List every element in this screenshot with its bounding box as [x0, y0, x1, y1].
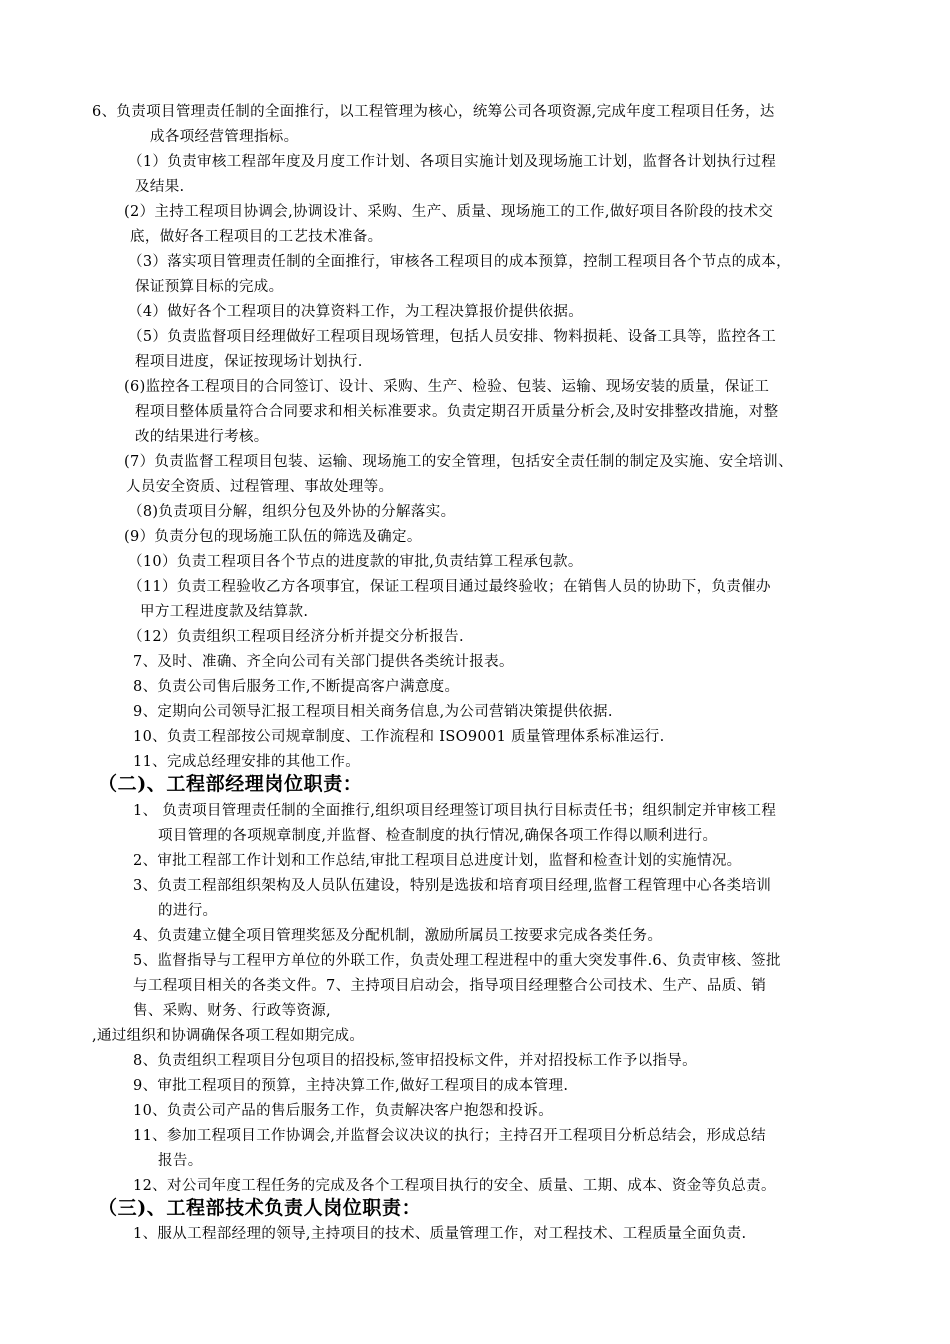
- s2-item-11-line-1: 11、参加工程项目工作协调会,并监督会议决议的执行；主持召开工程项目分析总结会，形成总结: [133, 1128, 766, 1144]
- sub-item-5-line-1: （5）负责监督项目经理做好工程项目现场管理，包括人员安排、物料损耗、设备工具等，监控各工: [128, 329, 777, 345]
- sub-item-6-line-3: 改的结果进行考核。: [135, 429, 269, 445]
- item-8: 8、负责公司售后服务工作,不断提高客户满意度。: [133, 679, 460, 695]
- sub-item-5-line-2: 程项目进度，保证按现场计划执行.: [135, 354, 363, 370]
- s3-item-1: 1、服从工程部经理的领导,主持项目的技术、质量管理工作，对工程技术、工程质量全面负责.: [133, 1226, 747, 1242]
- section-3-heading: （三)、工程部技术负责人岗位职责：: [98, 1197, 422, 1219]
- item-11: 11、完成总经理安排的其他工作。: [133, 754, 361, 770]
- sub-item-7-line-1: (7）负责监督工程项目包装、运输、现场施工的安全管理，包括安全责任制的制定及实施、安全培训、: [124, 454, 793, 470]
- item-7: 7、及时、准确、齐全向公司有关部门提供各类统计报表。: [133, 654, 514, 670]
- sub-item-1-line-1: （1）负责审核工程部年度及月度工作计划、各项目实施计划及现场施工计划，监督各计划执行过程: [128, 154, 777, 170]
- s2-item-5-line-1: 5、监督指导与工程甲方单位的外联工作，负责处理工程进程中的重大突发事件.6、负责审核、签批: [133, 953, 781, 969]
- sub-item-3-line-1: （3）落实项目管理责任制的全面推行，审核各工程项目的成本预算，控制工程项目各个节点的成本，: [128, 254, 791, 270]
- s2-item-8: 8、负责组织工程项目分包项目的招投标,签审招投标文件，并对招投标工作予以指导。: [133, 1053, 697, 1069]
- sub-item-12: （12）负责组织工程项目经济分析并提交分析报告.: [128, 629, 464, 645]
- item-6-line-2: 成各项经营管理指标。: [150, 129, 299, 145]
- s2-item-5-line-3: 售、采购、财务、行政等资源,: [133, 1003, 332, 1019]
- s2-item-4: 4、负责建立健全项目管理奖惩及分配机制，激励所属员工按要求完成各类任务。: [133, 928, 663, 944]
- sub-item-4: （4）做好各个工程项目的决算资料工作，为工程决算报价提供依据。: [128, 304, 584, 320]
- s2-item-5-line-2: 与工程项目相关的各类文件。7、主持项目启动会，指导项目经理整合公司技术、生产、品质、销: [133, 978, 767, 994]
- sub-item-2-line-1: (2）主持工程项目协调会,协调设计、采购、生产、质量、现场施工的工作,做好项目各阶段的技术交: [124, 204, 774, 220]
- s2-item-2: 2、审批工程部工作计划和工作总结,审批工程项目总进度计划，监督和检查计划的实施情况。: [133, 853, 742, 869]
- s2-item-11-line-2: 报告。: [158, 1153, 203, 1169]
- sub-item-10: （10）负责工程项目各个节点的进度款的审批,负责结算工程承包款。: [128, 554, 583, 570]
- sub-item-2-line-2: 底，做好各工程项目的工艺技术准备。: [130, 229, 383, 245]
- section-2-heading: （二)、工程部经理岗位职责：: [98, 773, 363, 795]
- s2-item-3-line-1: 3、负责工程部组织架构及人员队伍建设，特别是选拔和培育项目经理,监督工程管理中心各类培训: [133, 878, 772, 894]
- s2-item-3-line-2: 的进行。: [158, 903, 218, 919]
- s2-item-1-line-1: 1、 负责项目管理责任制的全面推行,组织项目经理签订项目执行目标责任书；组织制定并审核工程: [133, 803, 777, 819]
- sub-item-6-line-2: 程项目整体质量符合合同要求和相关标准要求。负责定期召开质量分析会,及时安排整改措施，对整: [135, 404, 779, 420]
- sub-item-11-line-2: 甲方工程进度款及结算款.: [140, 604, 309, 620]
- s2-item-9: 9、审批工程项目的预算，主持决算工作,做好工程项目的成本管理.: [133, 1078, 569, 1094]
- s2-item-5-line-4: ,通过组织和协调确保各项工程如期完成。: [92, 1028, 365, 1044]
- sub-item-1-line-2: 及结果.: [135, 179, 185, 195]
- s2-item-1-line-2: 项目管理的各项规章制度,并监督、检查制度的执行情况,确保各项工作得以顺利进行。: [158, 828, 718, 844]
- item-9: 9、定期向公司领导汇报工程项目相关商务信息,为公司营销决策提供依据.: [133, 704, 613, 720]
- s2-item-12: 12、对公司年度工程任务的完成及各个工程项目执行的安全、质量、工期、成本、资金等负总责。: [133, 1178, 776, 1194]
- sub-item-3-line-2: 保证预算目标的完成。: [135, 279, 284, 295]
- sub-item-9: (9）负责分包的现场施工队伍的筛选及确定。: [124, 529, 422, 545]
- sub-item-11-line-1: （11）负责工程验收乙方各项事宜，保证工程项目通过最终验收；在销售人员的协助下，负责催办: [128, 579, 771, 595]
- item-10: 10、负责工程部按公司规章制度、工作流程和 ISO9001 质量管理体系标准运行.: [133, 729, 665, 745]
- sub-item-8: （8)负责项目分解，组织分包及外协的分解落实。: [128, 504, 456, 520]
- sub-item-7-line-2: 人员安全资质、过程管理、事故处理等。: [126, 479, 394, 495]
- s2-item-10: 10、负责公司产品的售后服务工作，负责解决客户抱怨和投诉。: [133, 1103, 554, 1119]
- sub-item-6-line-1: (6)监控各工程项目的合同签订、设计、采购、生产、检验、包装、运输、现场安装的质量，保证工: [124, 379, 770, 395]
- item-6-line-1: 6、负责项目管理责任制的全面推行，以工程管理为核心，统筹公司各项资源,完成年度工程项目任务，达: [92, 104, 775, 120]
